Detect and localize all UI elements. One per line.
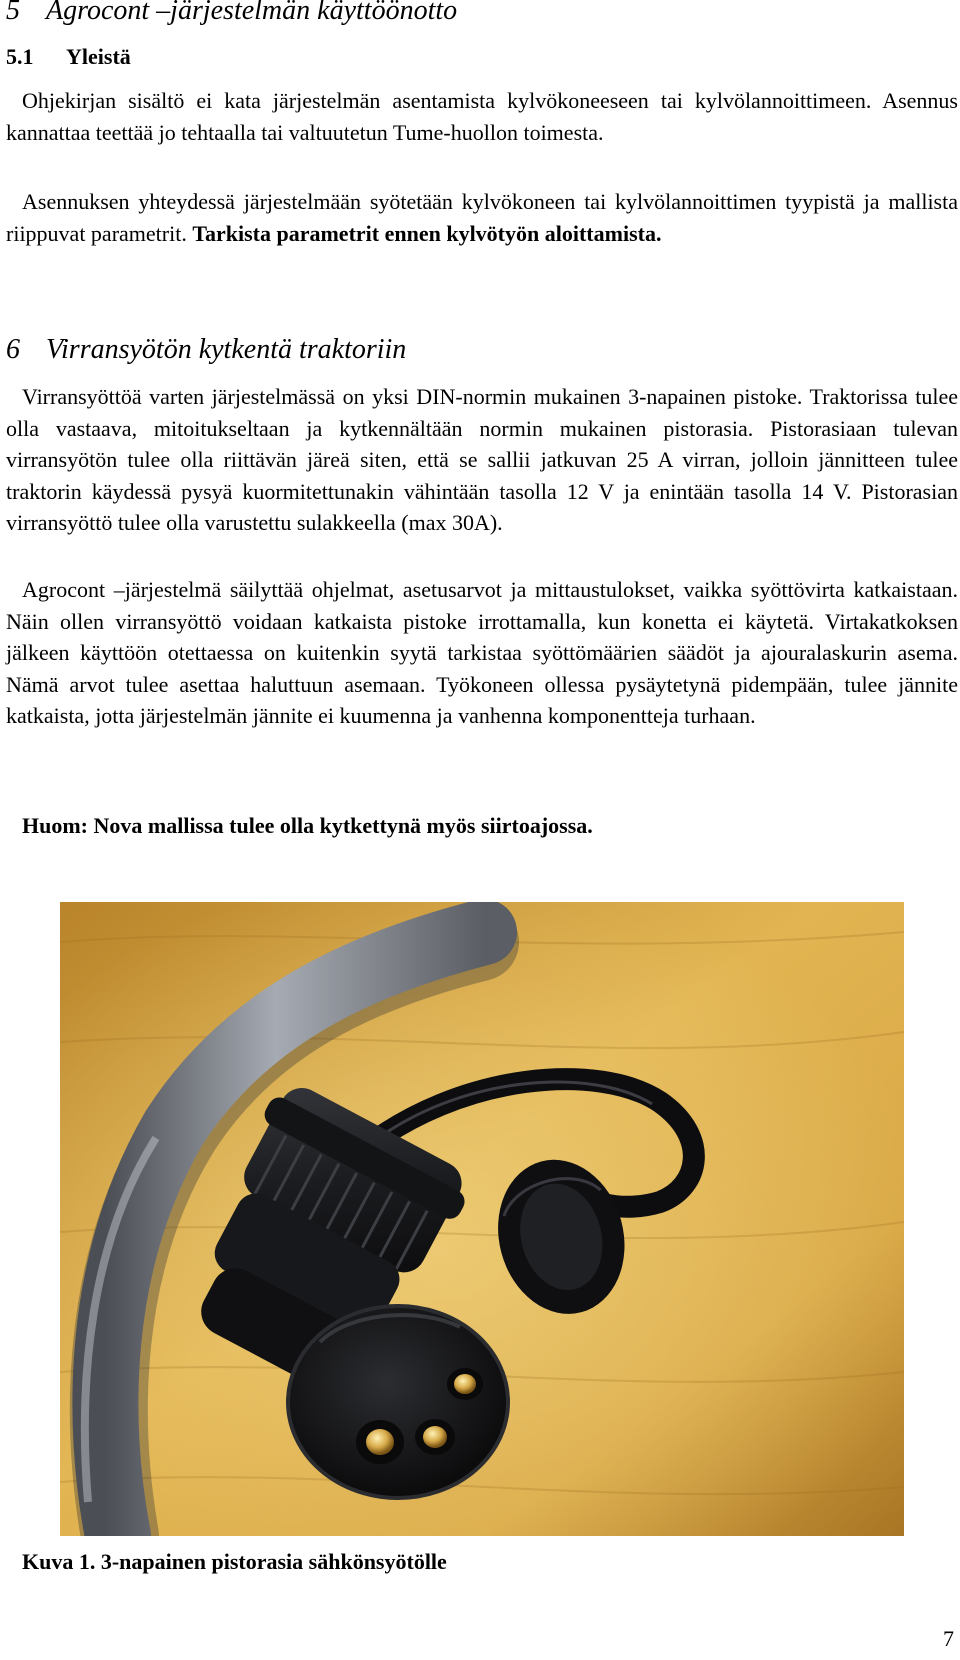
- plug-photo-image: [60, 902, 904, 1536]
- page-number: 7: [943, 1626, 954, 1651]
- paragraph-power-supply: Virransyöttöä varten järjestelmässä on yksi DIN-normin mukainen 3-napainen pistoke. Traktorissa tulee olla vastaava, mitoitukseltaan ja kytkennältään normin mukainen pistorasia. Pistorasiaan tulevan virransyötön tulee olla riittävän järeä siten, että se sallii jatkuvan 25 A virran, jolloin jännitteen tulee traktorin käydessä pysyä kuormitettunakin vähintään tasolla 12 V ja enintään tasolla 14 V. Pistorasian virransyöttö tulee olla varustettu sulakkeella (max 30A).: [6, 384, 958, 535]
- paragraph-parameters: [6, 186, 958, 249]
- subsection-title: Yleistä: [66, 44, 131, 69]
- paragraph-parameters-text: Asennuksen yhteydessä järjestelmään syötetään kylvökoneen tai kylvölannoittimen tyypistä ja mallista riippuvat parametrit.: [6, 189, 958, 246]
- section-5-heading: [6, 0, 457, 28]
- section-number: 5: [6, 0, 20, 26]
- section-number: 6: [6, 334, 20, 365]
- section-6-heading: [6, 333, 406, 367]
- section-title: Agrocont –järjestelmän käyttöönotto: [46, 0, 458, 26]
- parameters-warning: Tarkista parametrit ennen kylvötyön aloittamista.: [192, 220, 662, 246]
- paragraph-installation: Ohjekirjan sisältö ei kata järjestelmän asentamista kylvökoneeseen tai kylvölannoittimeen. Asennus kannattaa teettää jo tehtaalla tai valtuutetun Tume-huollon toimesta.: [6, 88, 958, 145]
- paragraph-power-cut: Agrocont –järjestelmä säilyttää ohjelmat, asetusarvot ja mittaustulokset, vaikka syöttövirta katkaistaan. Näin ollen virransyöttö voidaan katkaista pistoke irrottamalla, kun konetta ei käytetä. Virtakatkoksen jälkeen käyttöön otettaessa on kuitenkin syytä tarkistaa syöttömäärien säädöt ja ajouralaskurin asema. Nämä arvot tulee asettaa haluttuun asemaan. Työkoneen ollessa pysäytetynä pidempään, tulee jännite katkaista, jotta järjestelmän jännite ei kuumenna ja vanhenna komponentteja turhaan.: [6, 577, 958, 728]
- subsection-number: 5.1: [6, 44, 34, 69]
- subsection-heading: [6, 43, 131, 71]
- section-title: Virransyötön kytkentä traktoriin: [46, 334, 407, 365]
- plug-photo: [60, 902, 904, 1536]
- note-nova: Huom: Nova mallissa tulee olla kytkettynä myös siirtoajossa.: [22, 813, 593, 838]
- figure-caption: Kuva 1. 3-napainen pistorasia sähkönsyötölle: [22, 1549, 447, 1574]
